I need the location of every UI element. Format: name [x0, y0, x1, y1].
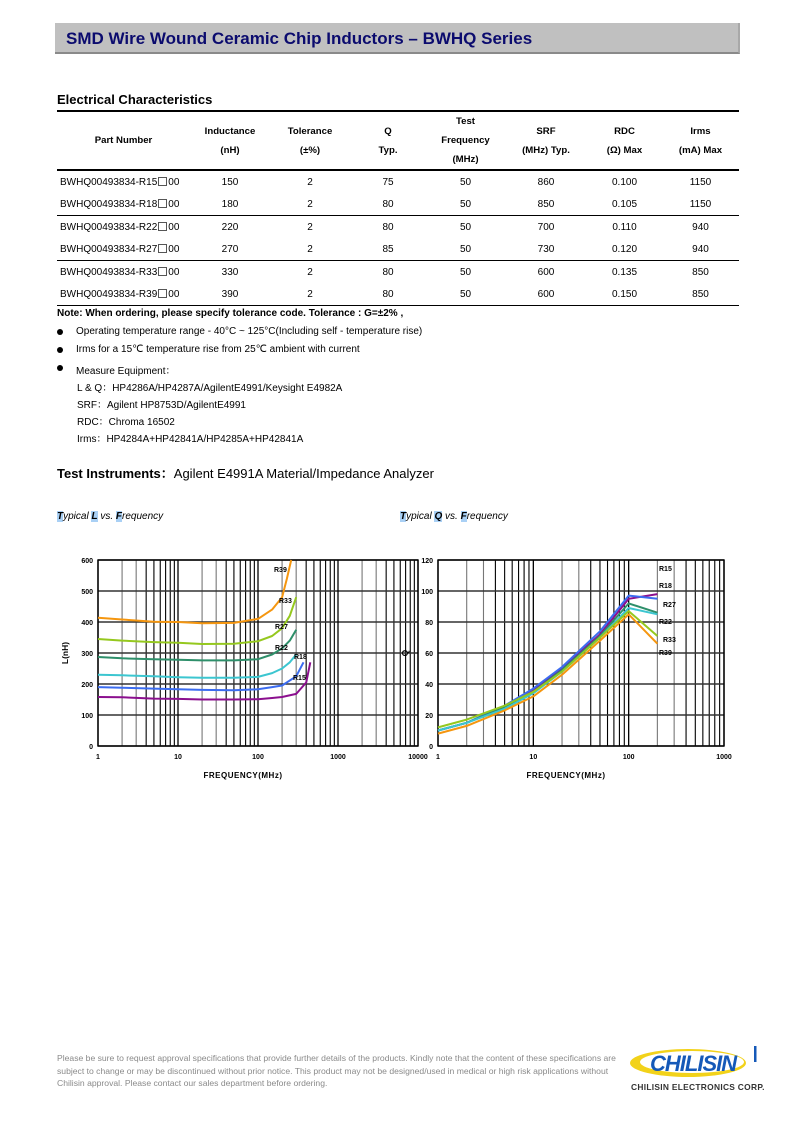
svg-text:R39: R39 — [659, 650, 672, 657]
svg-text:1000: 1000 — [330, 754, 346, 761]
tolerance: 2 — [307, 266, 313, 278]
col-irms: Irms (mA) Max — [678, 125, 723, 156]
svg-text:10: 10 — [174, 754, 182, 761]
test-frequency: 50 — [459, 221, 472, 233]
srf: 850 — [505, 193, 587, 216]
srf: 600 — [537, 266, 555, 278]
section-title: Electrical Characteristics — [57, 92, 213, 107]
svg-text:1: 1 — [96, 754, 100, 761]
svg-text:Q: Q — [400, 649, 410, 657]
col-rdc: RDC (Ω) Max — [606, 125, 643, 156]
inductance: 330 — [221, 266, 239, 278]
svg-text:L(nH): L(nH) — [60, 641, 70, 665]
col-part-number: Part Number — [94, 135, 153, 146]
part-number: BWHQ00493834-R18 00 — [57, 193, 190, 216]
svg-text:1000: 1000 — [716, 754, 732, 761]
svg-text:R22: R22 — [659, 619, 672, 626]
irms: 1150 — [689, 176, 712, 188]
test-frequency: 50 — [426, 193, 505, 216]
svg-text:R39: R39 — [274, 567, 287, 574]
svg-text:500: 500 — [81, 589, 93, 596]
svg-text:400: 400 — [81, 620, 93, 627]
srf: 860 — [537, 176, 555, 188]
svg-text:FREQUENCY(MHz): FREQUENCY(MHz) — [526, 771, 606, 780]
equipment-rdc: RDC：Chroma 16502 — [77, 417, 175, 428]
rdc: 0.135 — [611, 266, 638, 278]
test-instruments-value: Agilent E4991A Material/Impedance Analyzer — [173, 466, 434, 481]
svg-text:300: 300 — [81, 651, 93, 658]
svg-text:100: 100 — [81, 713, 93, 720]
inductance: 180 — [190, 193, 270, 216]
inductance: 150 — [221, 176, 239, 188]
irms: 850 — [692, 266, 709, 278]
q-typ: 80 — [350, 193, 426, 216]
equipment-lq: L & Q：HP4286A/HP4287A/AgilentE4991/Keysight E4982A — [77, 383, 343, 394]
irms: 940 — [692, 221, 709, 233]
q-typ: 80 — [350, 283, 426, 306]
part-number: BWHQ00493834-R33 00 — [60, 266, 180, 278]
svg-text:80: 80 — [425, 620, 433, 627]
test-frequency: 50 — [459, 176, 472, 188]
q-chart-title: Typical Q vs. Frequency — [400, 511, 508, 522]
svg-text:10000: 10000 — [408, 754, 428, 761]
footer-disclaimer: Please be sure to request approval specifications that provide further details of the products. Kindly note that the content of these specifications are subject to change or may be discontinued without prior notice. This product may not be designed/used in medical or high risk applications without Chilisin approval. Please contact our sales department before ordering. — [57, 1053, 616, 1088]
equipment-irms: Irms：HP4284A+HP42841A/HP4285A+HP42841A — [77, 434, 304, 445]
svg-text:0: 0 — [89, 744, 93, 751]
svg-text:R15: R15 — [293, 675, 306, 682]
page-title: SMD Wire Wound Ceramic Chip Inductors – BWHQ Series — [66, 29, 533, 48]
ordering-note: Note: When ordering, please specify tolerance code. Tolerance : G=±2% , — [57, 308, 404, 319]
tolerance: 2 — [270, 283, 350, 306]
srf: 730 — [505, 238, 587, 261]
svg-text:10: 10 — [529, 754, 538, 761]
equipment-srf: SRF：Agilent HP8753D/AgilentE4991 — [77, 400, 246, 411]
rdc: 0.100 — [611, 176, 638, 188]
svg-text:R18: R18 — [659, 583, 672, 590]
col-test-frequency: Test Frequency (MHz) — [441, 116, 490, 165]
svg-text:R22: R22 — [275, 645, 288, 652]
l-chart-title: Typical L vs. Frequency — [57, 511, 164, 522]
irms: 940 — [662, 238, 739, 261]
svg-text:100: 100 — [421, 589, 433, 596]
svg-text:200: 200 — [81, 682, 93, 689]
svg-text:R27: R27 — [663, 602, 676, 609]
rdc: 0.150 — [587, 283, 662, 306]
part-number: BWHQ00493834-R15 00 — [60, 176, 180, 188]
svg-text:60: 60 — [425, 651, 433, 658]
svg-text:R18: R18 — [294, 654, 307, 661]
svg-text:40: 40 — [425, 682, 433, 689]
svg-text:R33: R33 — [663, 637, 676, 644]
svg-text:R27: R27 — [275, 624, 288, 631]
rdc: 0.105 — [587, 193, 662, 216]
svg-text:20: 20 — [425, 713, 433, 720]
svg-text:100: 100 — [622, 754, 635, 761]
svg-text:120: 120 — [421, 558, 433, 565]
tolerance: 2 — [307, 221, 313, 233]
col-q: Q Typ. — [378, 125, 398, 156]
srf: 600 — [505, 283, 587, 306]
col-tolerance: Tolerance (±%) — [287, 125, 333, 156]
svg-text:1: 1 — [436, 754, 440, 761]
test-instruments-label: Test Instruments： — [57, 466, 174, 481]
q-typ: 80 — [382, 266, 394, 278]
test-frequency: 50 — [426, 238, 505, 261]
inductance: 220 — [221, 221, 239, 233]
q-typ: 75 — [382, 176, 394, 188]
inductance: 390 — [190, 283, 270, 306]
svg-text:FREQUENCY(MHz): FREQUENCY(MHz) — [203, 771, 283, 780]
q-typ: 80 — [382, 221, 394, 233]
irms: 850 — [662, 283, 739, 306]
svg-text:R15: R15 — [659, 566, 672, 573]
svg-text:0: 0 — [429, 744, 433, 751]
q-typ: 85 — [350, 238, 426, 261]
part-number: BWHQ00493834-R22 00 — [60, 221, 180, 233]
logo-wordmark: CHILISIN — [650, 1051, 737, 1076]
svg-text:600: 600 — [81, 558, 93, 565]
svg-text:R33: R33 — [279, 598, 292, 605]
tolerance: 2 — [307, 176, 313, 188]
test-frequency: 50 — [426, 283, 505, 306]
part-number: BWHQ00493834-R27 00 — [57, 238, 190, 261]
col-srf: SRF (MHz) Typ. — [522, 125, 570, 156]
col-inductance: Inductance (nH) — [204, 125, 256, 156]
irms: 1150 — [662, 193, 739, 216]
rdc: 0.120 — [587, 238, 662, 261]
svg-text:100: 100 — [252, 754, 264, 761]
tolerance: 2 — [270, 238, 350, 261]
part-number: BWHQ00493834-R39 00 — [57, 283, 190, 306]
srf: 700 — [537, 221, 555, 233]
rdc: 0.110 — [612, 221, 637, 233]
inductance: 270 — [190, 238, 270, 261]
tolerance: 2 — [270, 193, 350, 216]
test-frequency: 50 — [459, 266, 472, 278]
company-name: CHILISIN ELECTRONICS CORP. — [631, 1082, 765, 1092]
